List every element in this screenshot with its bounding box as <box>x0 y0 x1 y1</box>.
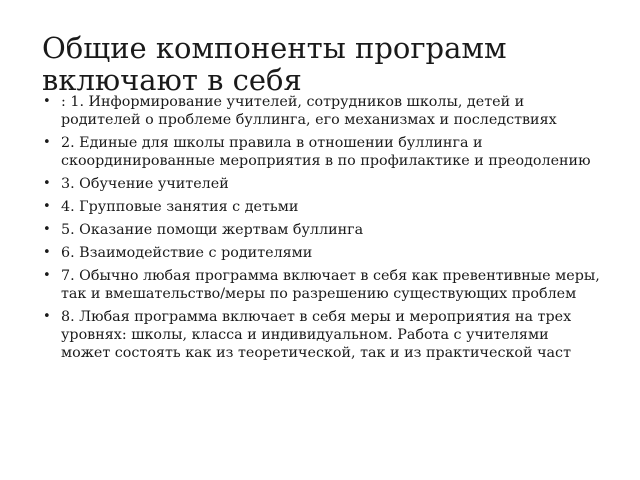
bullet-text: 7. Обычно любая программа включает в себя как превентивные меры, так и вмешательство/меры по разрешению существующих проблем <box>61 268 600 302</box>
bullet-icon: • <box>43 176 51 191</box>
bullet-item <box>42 134 602 170</box>
bullet-text: 2. Единые для школы правила в отношении буллинга и скоординированные мероприятия в по профилактике и преодолению <box>61 135 591 169</box>
bullet-icon: • <box>43 199 51 214</box>
bullet-item <box>42 308 602 362</box>
bullet-icon: • <box>43 309 51 324</box>
bullet-icon: • <box>43 135 51 150</box>
bullet-item <box>42 221 602 239</box>
bullet-item <box>42 198 602 216</box>
bullet-text: 3. Обучение учителей <box>61 176 229 192</box>
bullet-text: 6. Взаимодействие с родителями <box>61 245 313 261</box>
bullet-item <box>42 244 602 262</box>
bullet-item <box>42 175 602 193</box>
bullet-icon: • <box>43 222 51 237</box>
bullet-icon: • <box>43 94 51 109</box>
slide-title: Общие компоненты программ включают в себя <box>42 31 507 97</box>
bullet-text: 5. Оказание помощи жертвам буллинга <box>61 222 364 238</box>
bullet-text: : 1. Информирование учителей, сотрудников школы, детей и родителей о проблеме буллинга, его механизмах и последствиях <box>61 94 557 128</box>
bullet-icon: • <box>43 245 51 260</box>
bullet-text: 4. Групповые занятия с детьми <box>61 199 299 215</box>
bullet-list <box>42 93 602 367</box>
bullet-icon: • <box>43 268 51 283</box>
bullet-item <box>42 93 602 129</box>
bullet-item <box>42 267 602 303</box>
bullet-text: 8. Любая программа включает в себя меры и мероприятия на трех уровнях: школы, класса и индивидуальном. Работа с учителями может состоять как из теоретической, так и из практической част <box>61 309 572 361</box>
